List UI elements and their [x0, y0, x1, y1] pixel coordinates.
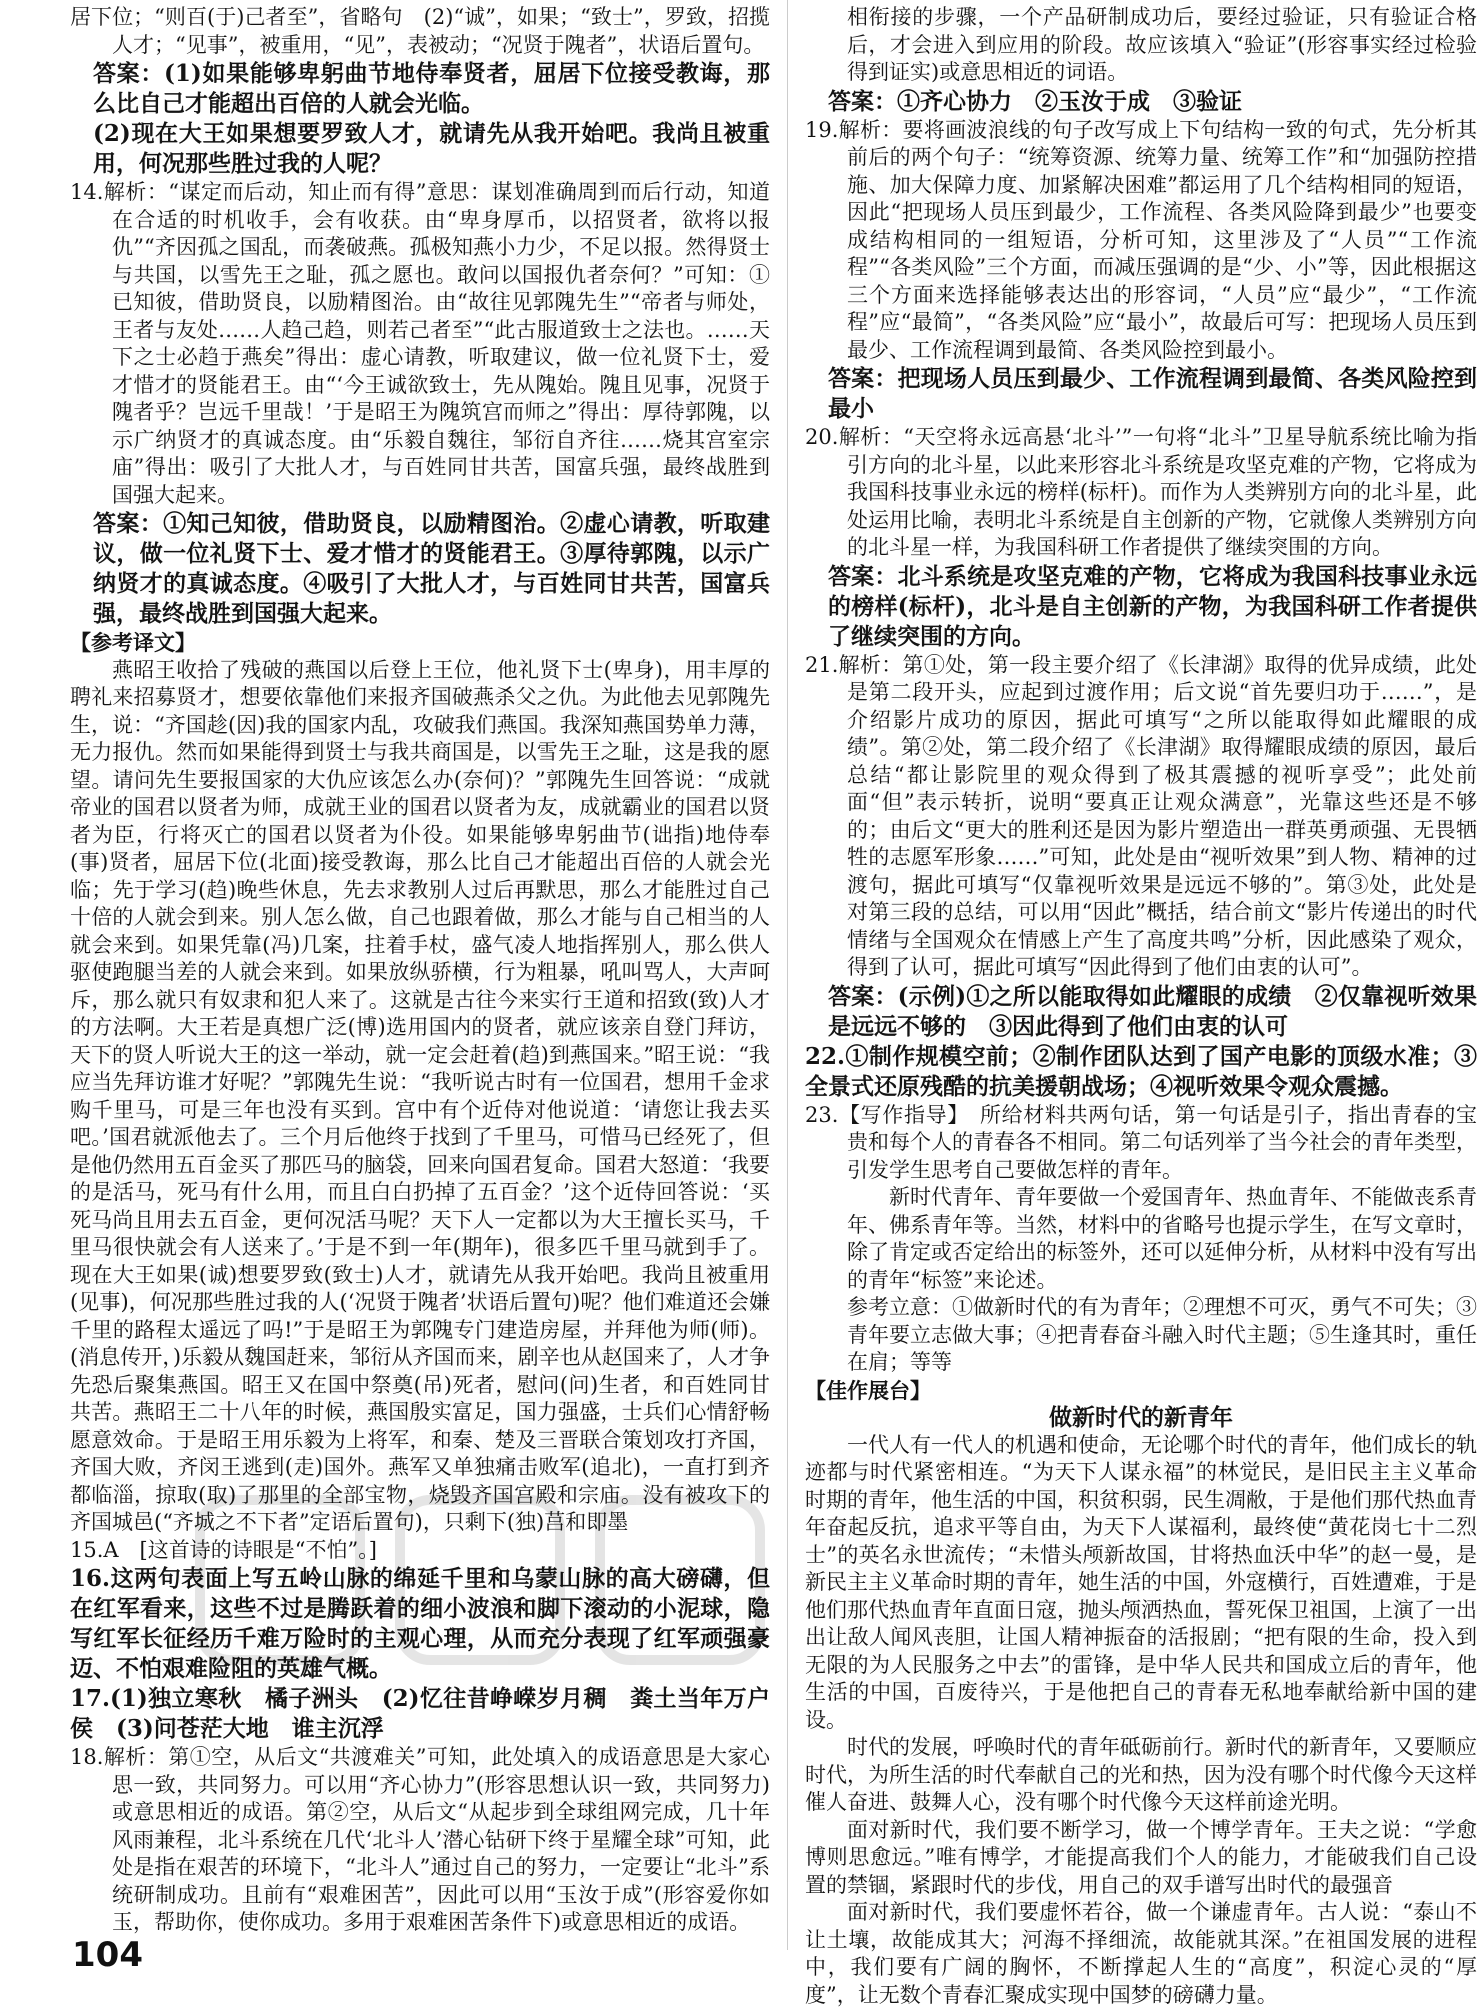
left-column-paragraph: 答案：①知己知彼，借助贤良，以励精图治。②虚心请教，听取建议，做一位礼贤下士、爱才惜才的贤能君王。③厚待郭隗，以示广纳贤才的真诚态度。④吸引了大批人才，与百姓同甘共苦，国富兵强，最终战胜到国强大起来。 — [93, 510, 770, 627]
right-column-paragraph: 时代的发展，呼唤时代的青年砥砺前行。新时代的新青年，又要顺应时代，为所生活的时代奉献自己的光和热，因为没有哪个时代像今天这样催人奋进、鼓舞人心，没有哪个时代像今天这样前途光明。 — [805, 1735, 1477, 1814]
left-column-paragraph: 燕昭王收拾了残破的燕国以后登上王位，他礼贤下士(卑身)，用丰厚的聘礼来招募贤才，想要依靠他们来报齐国破燕杀父之仇。为此他去见郭隗先生，说：“齐国趁(因)我的国家内乱，攻破我们燕国。我深知燕国势单力薄，无力报仇。然而如果能得到贤士与我共商国是，以雪先王之耻，这是我的愿望。请问先生要报国家的大仇应该怎么办(奈何)？”郭隗先生回答说：“成就帝业的国君以贤者为师，成就王业的国君以贤者为友，成就霸业的国君以贤者为臣，行将灭亡的国君以贤者为仆役。如果能够卑躬曲节(诎指)地侍奉(事)贤者，屈居下位(北面)接受教诲，那么比自己才能超出百倍的人就会光临；先于学习(趋)晚些休息，先去求教别人过后再默思，那么才能胜过自己十倍的人就会到来。别人怎么做，自己也跟着做，那么才能与自己相当的人就会来到。如果凭靠(冯)几案，拄着手杖，盛气凌人地指挥别人，那么供人驱使跑腿当差的人就会来到。如果放纵骄横，行为粗暴，吼叫骂人，大声呵斥，那么就只有奴隶和犯人来了。这就是古往今来实行王道和招致(致)人才的方法啊。大王若是真想广泛(博)选用国内的贤者，就应该亲自登门拜访，天下的贤人听说大王的这一举动，就一定会赶着(趋)到燕国来。”昭王说：“我应当先拜访谁才好呢？”郭隗先生说：“我听说古时有一位国君，想用千金求购千里马，可是三年也没有买到。宫中有个近侍对他说道：‘请您让我去买吧。’国君就派他去了。三个月后他终于找到了千里马，可惜马已经死了，但是他仍然用五百金买了那匹马的脑袋，回来向国君复命。国君大怒道：‘我要的是活马，死马有什么用，而且白白扔掉了五百金？’这个近侍回答说：‘买死马尚且用去五百金，更何况活马呢？天下人一定都以为大王擅长买马，千里马很快就会有人送来了。’于是不到一年(期年)，很多匹千里马就到手了。现在大王如果(诚)想要罗致(致士)人才，就请先从我开始吧。我尚且被重用(见事)，何况那些胜过我的人(‘况贤于隗者’状语后置句)呢？他们难道还会嫌千里的路程太遥远了吗!”于是昭王为郭隗专门建造房屋，并拜他为师(师)。(消息传开，)乐毅从魏国赶来，邹衍从齐国而来，剧辛也从赵国来了，人才争先恐后聚集燕国。昭王又在国中祭奠(吊)死者，慰问(问)生者，和百姓同甘共苦。燕昭王二十八年的时候，燕国殷实富足，国力强盛，士兵们心情舒畅愿意效命。于是昭王用乐毅为上将军，和秦、楚及三晋联合策划攻打齐国，齐国大败，齐闵王逃到(走)国外。燕军又单独痛击败军(追北)，一直打到齐都临淄，掠取(取)了那里的全部宝物，烧毁齐国宫殿和宗庙。没有被攻下的齐国城邑(“齐城之不下者”定语后置句)，只剩下(独)莒和即墨 — [70, 657, 770, 1534]
column-divider — [787, 0, 788, 1950]
right-column-paragraph: 20.解析：“天空将永远高悬‘北斗’”一句将“北斗”卫星导航系统比喻为指引方向的北斗星，以此来形容北斗系统是攻坚克难的产物，它将成为我国科技事业永远的榜样(标杆)。而作为人类辨别方向的北斗星，此处运用比喻，表明北斗系统是自主创新的产物，它就像人类辨别方向的北斗星一样，为我国科研工作者提供了继续突围的方向。 — [805, 425, 1477, 559]
left-column-paragraph: 18.解析：第①空，从后文“共渡难关”可知，此处填入的成语意思是大家心思一致，共同努力。可以用“齐心协力”(形容思想认识一致，共同努力)或意思相近的成语。第②空，从后文“从起步到全球组网完成，几十年风雨兼程，北斗系统在几代‘北斗人’潜心钻研下终于星耀全球”可知，此处是指在艰苦的环境下，“北斗人”通过自己的努力，一定要让“北斗”系统研制成功。且前有“艰难困苦”，因此可以用“玉汝于成”(形容爱你如玉，帮助你，使你成功。多用于艰难困苦条件下)或意思相近的成语。 — [70, 1745, 770, 1934]
right-column-paragraph: 答案：(示例)①之所以能取得如此耀眼的成绩 ②仅靠视听效果是远远不够的 ③因此得到了他们由衷的认可 — [828, 982, 1477, 1040]
right-column-paragraph: 一代人有一代人的机遇和使命，无论哪个时代的青年，他们成长的轨迹都与时代紧密相连。“为天下人谋永福”的林觉民，是旧民主主义革命时期的青年，他生活的中国，积贫积弱，民生凋敝，于是他们那代热血青年奋起反抗，追求平等自由，为天下人谋福利，最终使“黄花岗七十二烈士”的英名永世流传；“未惜头颅新故国，甘将热血沃中华”的赵一曼，是新民主主义革命时期的青年，她生活的中国，外寇横行，百姓遭难，于是他们那代热血青年直面日寇，抛头颅洒热血，誓死保卫祖国，上演了一出出让敌人闻风丧胆，让国人精神振奋的活报剧；“把有限的生命，投入到无限的为人民服务之中去”的雷锋，是中华人民共和国成立后的青年，他生活的中国，百废待兴，于是他把自己的青春无私地奉献给新中国的建设。 — [805, 1432, 1477, 1732]
right-column-paragraph: 22.①制作规模空前；②制作团队达到了国产电影的顶级水准；③全景式还原残酷的抗美援朝战场；④视听效果令观众震撼。 — [805, 1042, 1477, 1100]
left-column-paragraph: (2)现在大王如果想要罗致人才，就请先从我开始吧。我尚且被重用，何况那些胜过我的人呢？ — [93, 120, 770, 177]
left-column-paragraph: 15.A [这首诗的诗眼是“不怕”。] — [70, 1537, 377, 1562]
left-column-paragraph: 答案：(1)如果能够卑躬曲节地侍奉贤者，屈居下位接受教诲，那么比自己才能超出百倍的人就会光临。 — [93, 60, 770, 117]
right-column — [805, 4, 1477, 2007]
left-column-paragraph: 17.(1)独立寒秋 橘子洲头 (2)忆往昔峥嵘岁月稠 粪土当年万户侯 (3)问苍茫大地 谁主沉浮 — [70, 1685, 770, 1742]
left-column-paragraph: 16.这两句表面上写五岭山脉的绵延千里和乌蒙山脉的高大磅礴，但在红军看来，这些不过是腾跃着的细小波浪和脚下滚动的小泥球，隐写红军长征经历千难万险时的主观心理，从而充分表现了红军顽强豪迈、不怕艰难险阻的英雄气概。 — [70, 1565, 770, 1682]
right-column-paragraph: 19.解析：要将画波浪线的句子改写成上下句结构一致的句式，先分析其前后的两个句子：“统筹资源、统筹力量、统筹工作”和“加强防控措施、加大保障力度、加紧解决困难”都运用了几个结构相同的短语，因此“把现场人员压到最少，工作流程、各类风险降到最少”也要变成结构相同的一组短语，分析可知，这里涉及了“人员”“工作流程”“各类风险”三个方面，而减压强调的是“少、小”等，因此根据这三个方面来选择能够表达出的形容词，“人员”应“最少”，“工作流程”应“最简”，“各类风险”应“最小”，故最后可写：把现场人员压到最少、工作流程调到最简、各类风险控到最小。 — [805, 117, 1477, 362]
right-column-paragraph: 答案：①齐心协力 ②玉汝于成 ③验证 — [828, 87, 1242, 115]
right-column-paragraph: 新时代青年、青年要做一个爱国青年、热血青年、不能做丧系青年、佛系青年等。当然，材料中的省略号也提示学生，在写文章时，除了肯定或否定给出的标签外，还可以延伸分析，从材料中没有写出的青年“标签”来论述。 — [847, 1185, 1477, 1292]
right-column-paragraph: 答案：北斗系统是攻坚克难的产物，它将成为我国科技事业永远的榜样(标杆)，北斗是自主创新的产物，为我国科研工作者提供了继续突围的方向。 — [828, 562, 1477, 650]
right-column-paragraph: 面对新时代，我们要不断学习，做一个博学青年。王夫之说：“学愈博则思愈远。”唯有博学，才能提高我们个人的能力，才能破我们自己设置的禁锢，紧跟时代的步伐，用自己的双手谱写出时代的最强音 — [805, 1817, 1477, 1897]
page-number: 104 — [72, 1935, 143, 1975]
left-column-paragraph: 【参考译文】 — [70, 630, 196, 655]
right-column-paragraph: 相衔接的步骤，一个产品研制成功后，要经过验证，只有验证合格后，才会进入到应用的阶段。故应该填入“验证”(形容事实经过检验得到证实)或意思相近的词语。 — [847, 5, 1477, 84]
right-column-paragraph: 面对新时代，我们要虚怀若谷，做一个谦虚青年。古人说：“泰山不让土壤，故能成其大；河海不择细流，故能就其深。”在祖国发展的进程中，我们要有广阔的胸怀，不断撑起人生的“高度”，积淀心灵的“厚度”，让无数个青春汇聚成实现中国梦的磅礴力量。 — [805, 1900, 1477, 2007]
right-column-paragraph: 23.【写作指导】 所给材料共两句话，第一句话是引子，指出青春的宝贵和每个人的青春各不相同。第二句话列举了当今社会的青年类型，引发学生思考自己要做怎样的青年。 — [805, 1102, 1477, 1182]
left-column-paragraph: 居下位；“则百(于)己者至”，省略句 (2)“诚”，如果；“致士”，罗致，招揽人才；“见事”，被重用，“见”，表被动；“况贤于隗者”，状语后置句。 — [70, 5, 770, 57]
right-column-paragraph: 参考立意：①做新时代的有为青年；②理想不可灭，勇气不可失；③青年要立志做大事；④把青春奋斗融入时代主题；⑤生逢其时，重任在肩；等等 — [847, 1295, 1477, 1374]
right-column-paragraph: 答案：把现场人员压到最少、工作流程调到最简、各类风险控到最小 — [828, 365, 1477, 422]
right-column-paragraph: 【佳作展台】 — [805, 1377, 931, 1403]
right-column-paragraph: 21.解析：第①处，第一段主要介绍了《长津湖》取得的优异成绩，此处是第二段开头，应起到过渡作用；后文说“首先要归功于……”，是介绍影片成功的原因，据此可填写“之所以能取得如此耀眼的成绩”。第②处，第二段介绍了《长津湖》取得耀眼成绩的原因，最后总结“都让影院里的观众得到了极其震撼的视听享受”；此处前面“但”表示转折，说明“要真正让观众满意”，光靠这些还是不够的；由后文“更大的胜利还是因为影片塑造出一群英勇顽强、无畏牺牲的志愿军形象……”可知，此处是由“视听效果”到人物、精神的过渡句，据此可填写“仅靠视听效果是远远不够的”。第③处，此处是对第三段的总结，可以用“因此”概括，结合前文“影片传递出的时代情绪与全国观众在情感上产生了高度共鸣”分析，因此感染了观众，得到了认可，据此可填写“因此得到了他们由衷的认可”。 — [805, 652, 1477, 979]
left-column — [70, 4, 770, 1944]
right-column-paragraph: 做新时代的新青年 — [1049, 1404, 1233, 1431]
left-column-paragraph: 14.解析：“谋定而后动，知止而有得”意思：谋划准确周到而后行动，知道在合适的时机收手，会有收获。由“卑身厚币，以招贤者，欲将以报仇”“齐因孤之国乱，而袭破燕。孤极知燕小力少，不足以报。然得贤士与共国，以雪先王之耻，孤之愿也。敢问以国报仇者奈何？”可知：①已知彼，借助贤良，以励精图治。由“故往见郭隗先生”“帝者与师处，王者与友处……人趋己趋，则若己者至”“此古服道致士之法也。……天下之士必趋于燕矣”得出：虚心请教，听取建议，做一位礼贤下士，爱才惜才的贤能君王。由“‘今王诚欲致士，先从隗始。隗且见事，况贤于隗者乎？岂远千里哉！’于是昭王为隗筑宫而师之”得出：厚待郭隗，以示广纳贤才的真诚态度。由“乐毅自魏往，邹衍自齐往……烧其宫室宗庙”得出：吸引了大批人才，与百姓同甘共苦，国富兵强，最终战胜到国强大起来。 — [70, 180, 770, 507]
